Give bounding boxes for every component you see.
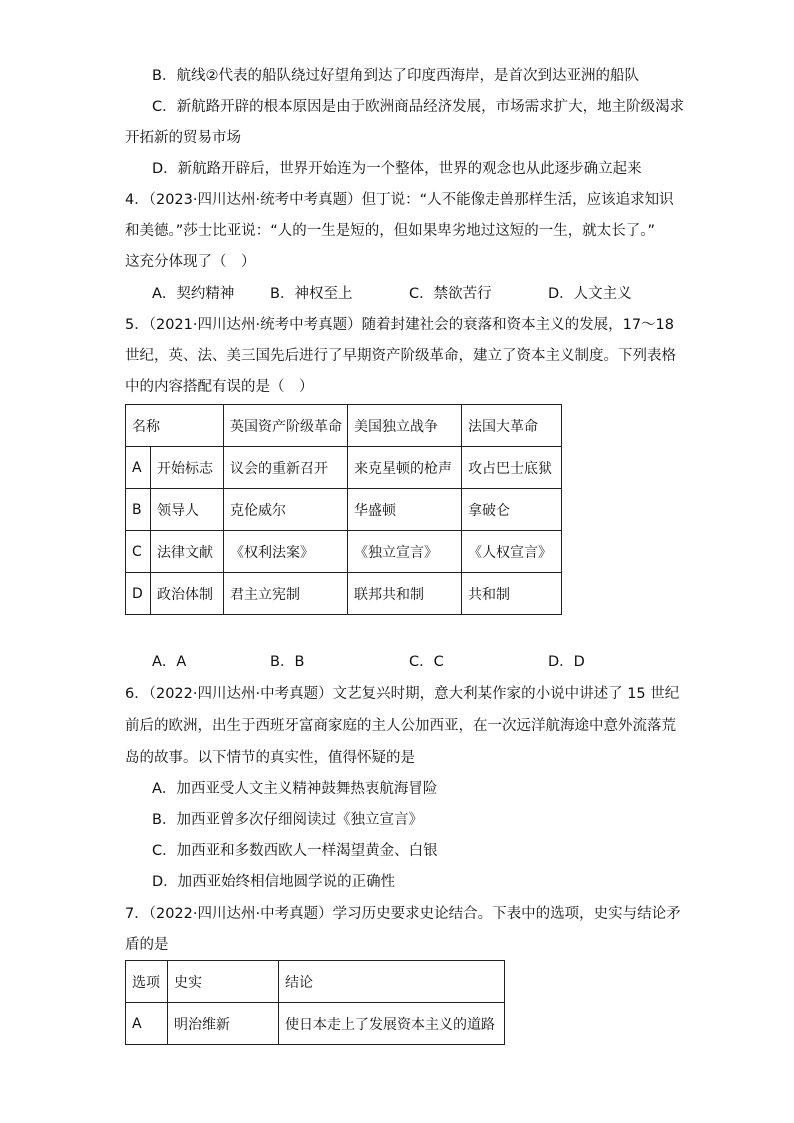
q6-stem-line1: 6．（2022·四川达州·中考真题）文艺复兴时期，意大利某作家的小说中讲述了 15 世纪 <box>125 686 680 702</box>
q6-option-a: A．加西亚受人文主义精神鼓舞热衷航海冒险 <box>152 781 438 797</box>
table-cell: 共和制 <box>462 573 562 615</box>
q4-option-b: B．神权至上 <box>270 286 353 302</box>
table-row <box>126 531 562 573</box>
q4-options <box>152 284 632 304</box>
table-cell: C <box>126 531 151 573</box>
table-cell: 《权利法案》 <box>224 531 348 573</box>
table-cell: 《独立宣言》 <box>348 531 462 573</box>
q5-option-a: A．A <box>152 654 187 670</box>
q5-stem-line2: 世纪，英、法、美三国先后进行了早期资产阶级革命，建立了资本主义制度。下列表格 <box>125 348 676 364</box>
table-header-cell: 史实 <box>168 961 279 1003</box>
table-row <box>126 1003 505 1045</box>
q4-stem-line3: 这充分体现了（ ） <box>125 254 256 270</box>
q5-option-c: C．C <box>409 654 444 670</box>
table-header-cell: 英国资产阶级革命 <box>224 405 348 447</box>
table-cell: 议会的重新召开 <box>224 447 348 489</box>
q4-stem-line2: 和美德。”莎士比亚说：“人的一生是短的，但如果卑劣地过这短的一生，就太长了。” <box>125 223 656 239</box>
q4-stem-line1: 4．（2023·四川达州·统考中考真题）但丁说：“人不能像走兽那样生活，应该追求知识 <box>125 192 674 208</box>
q5-table <box>125 404 562 615</box>
table-cell: 开始标志 <box>151 447 224 489</box>
table-cell: 攻占巴士底狱 <box>462 447 562 489</box>
q3-option-c-line1: C．新航路开辟的根本原因是由于欧洲商品经济发展，市场需求扩大，地主阶级渴求 <box>152 99 685 115</box>
table-cell: B <box>126 489 151 531</box>
table-cell: A <box>126 1003 168 1045</box>
table-cell: 《人权宣言》 <box>462 531 562 573</box>
q7-stem-line1: 7．（2022·四川达州·中考真题）学习历史要求史论结合。下表中的选项，史实与结论矛 <box>125 906 681 922</box>
q6-option-d: D．加西亚始终相信地圆学说的正确性 <box>152 874 396 890</box>
table-cell: 政治体制 <box>151 573 224 615</box>
q5-options <box>152 652 632 672</box>
table-cell: 联邦共和制 <box>348 573 462 615</box>
q3-option-b: B．航线②代表的船队绕过好望角到达了印度西海岸，是首次到达亚洲的船队 <box>152 68 639 84</box>
table-row <box>126 573 562 615</box>
q6-option-c: C．加西亚和多数西欧人一样渴望黄金、白银 <box>152 843 438 859</box>
q4-option-d: D．人文主义 <box>548 286 632 302</box>
table-header-cell: 法国大革命 <box>462 405 562 447</box>
table-header-row <box>126 961 505 1003</box>
table-row <box>126 489 562 531</box>
table-header-row <box>126 405 562 447</box>
q7-table <box>125 960 505 1045</box>
q6-stem-line3: 岛的故事。以下情节的真实性，值得怀疑的是 <box>125 750 415 766</box>
table-header-cell: 结论 <box>279 961 505 1003</box>
table-row <box>126 447 562 489</box>
table-cell: A <box>126 447 151 489</box>
q4-option-a: A．契约精神 <box>152 286 235 302</box>
q3-option-c-line2: 开拓新的贸易市场 <box>125 130 241 146</box>
table-cell: 领导人 <box>151 489 224 531</box>
table-header-cell: 美国独立战争 <box>348 405 462 447</box>
table-cell: 华盛顿 <box>348 489 462 531</box>
table-header-cell: 选项 <box>126 961 168 1003</box>
table-header-cell: 名称 <box>126 405 224 447</box>
table-cell: 法律文献 <box>151 531 224 573</box>
q4-option-c: C．禁欲苦行 <box>409 286 492 302</box>
table-cell: 来克星顿的枪声 <box>348 447 462 489</box>
q5-stem-line1: 5．（2021·四川达州·统考中考真题）随着封建社会的衰落和资本主义的发展，17～18 <box>125 317 674 333</box>
q6-stem-line2: 前后的欧洲，出生于西班牙富商家庭的主人公加西亚，在一次远洋航海途中意外流落荒 <box>125 718 676 734</box>
q3-option-d: D．新航路开辟后，世界开始连为一个整体，世界的观念也从此逐步确立起来 <box>152 161 642 177</box>
q5-option-b: B．B <box>270 654 305 670</box>
q5-stem-line3: 中的内容搭配有误的是（ ） <box>125 379 314 395</box>
q5-option-d: D．D <box>548 654 585 670</box>
table-cell: 克伦威尔 <box>224 489 348 531</box>
table-cell: 使日本走上了发展资本主义的道路 <box>279 1003 505 1045</box>
table-cell: D <box>126 573 151 615</box>
table-cell: 拿破仑 <box>462 489 562 531</box>
q7-stem-line2: 盾的是 <box>125 937 169 953</box>
table-cell: 君主立宪制 <box>224 573 348 615</box>
table-cell: 明治维新 <box>168 1003 279 1045</box>
q6-option-b: B．加西亚曾多次仔细阅读过《独立宣言》 <box>152 812 423 828</box>
